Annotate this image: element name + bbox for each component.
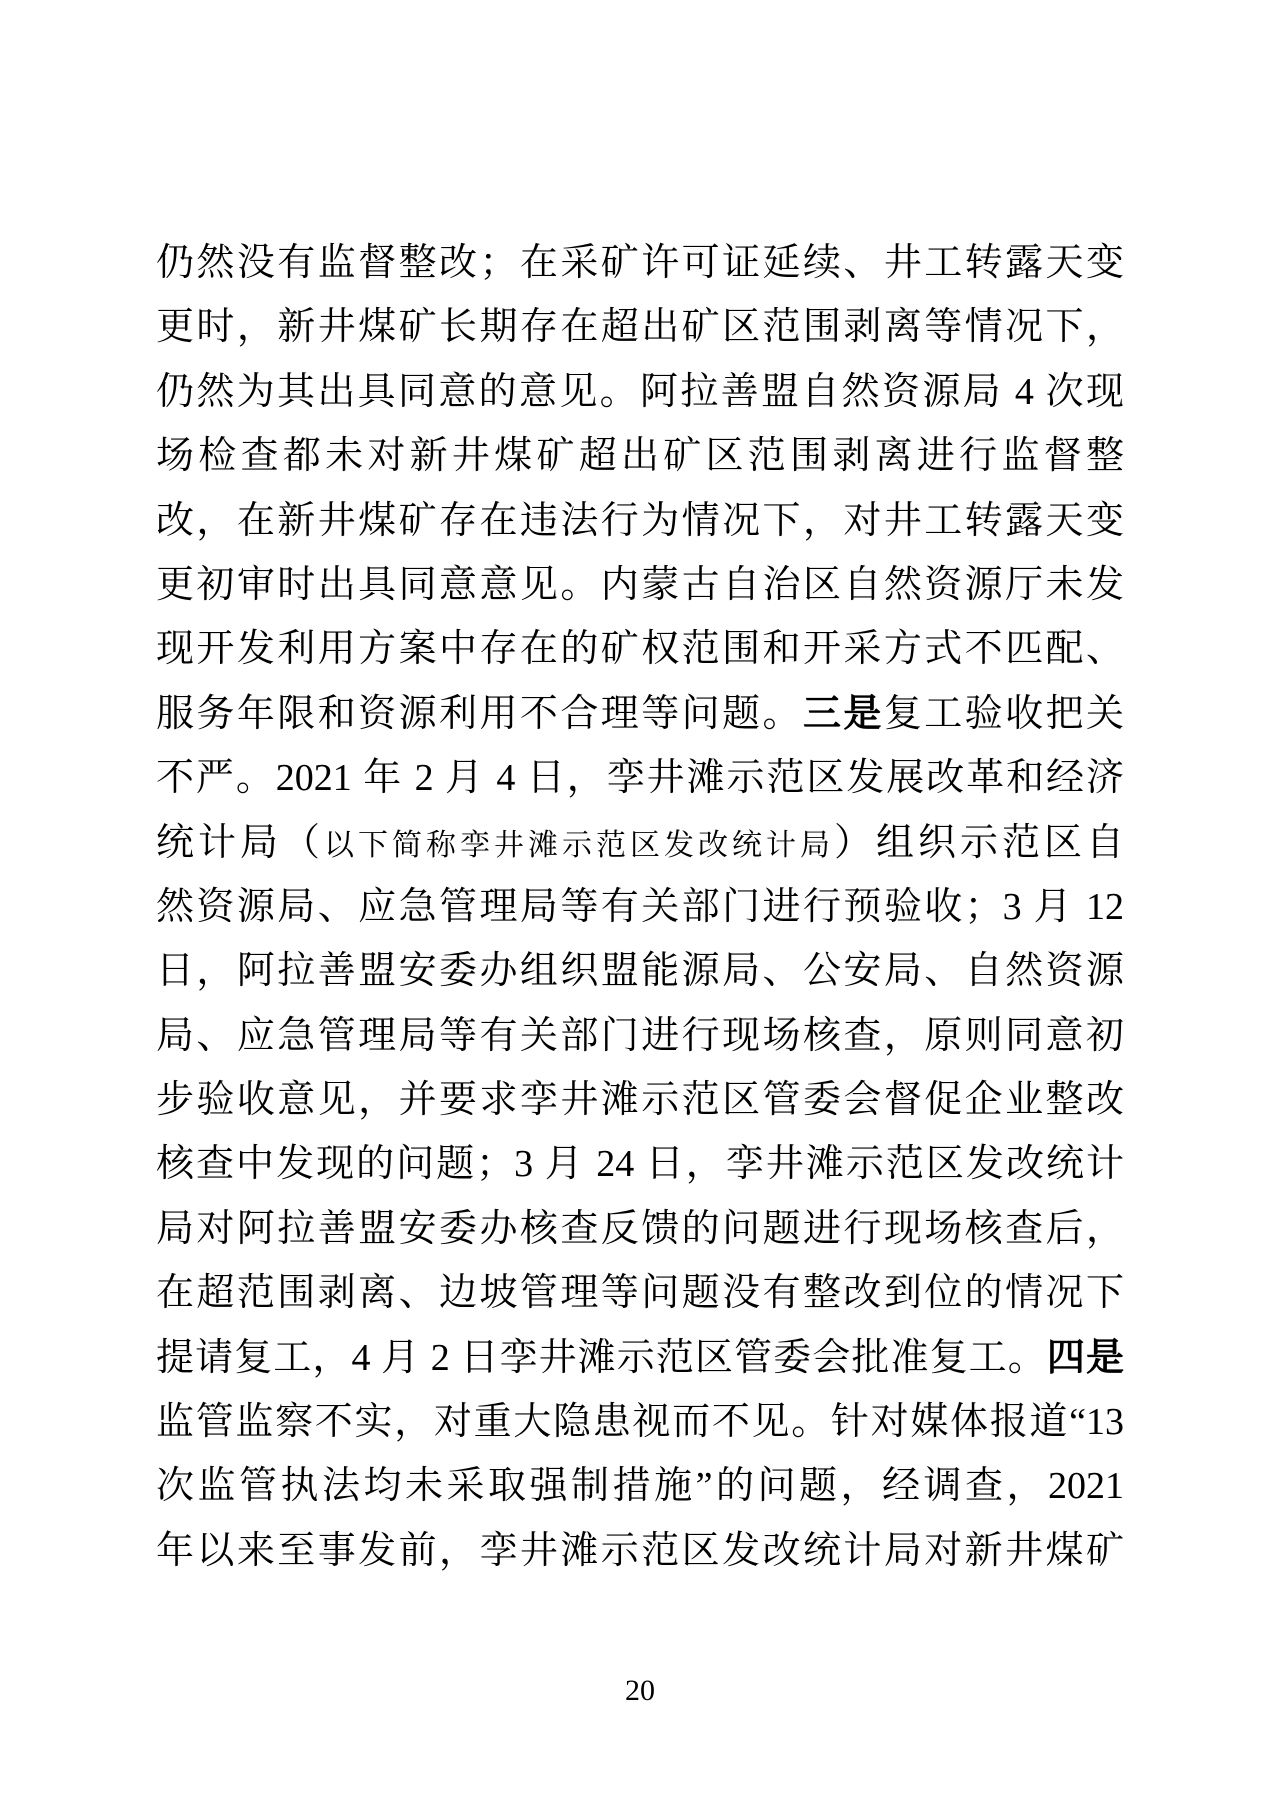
text-line (156, 1390, 1124, 1454)
emphasis-text: 三是 (802, 692, 884, 735)
body-text: 更时，新井煤矿长期存在超出矿区范围剥离等情况下， (156, 306, 1124, 349)
text-line (156, 231, 1124, 295)
text-line (156, 553, 1124, 617)
page-number: 20 (625, 1674, 655, 1707)
body-text: 日，阿拉善盟安委办组织盟能源局、公安局、自然资源 (156, 950, 1124, 993)
body-text: 核查中发现的问题；3 月 24 日，孪井滩示范区发改统计 (156, 1143, 1124, 1186)
body-text: 更初审时出具同意意见。内蒙古自治区自然资源厅未发 (156, 563, 1124, 606)
text-line (156, 1261, 1124, 1325)
body-text: 统计局（ (156, 821, 324, 864)
text-line (156, 617, 1124, 681)
body-text: 仍然为其出具同意的意见。阿拉善盟自然资源局 4 次现 (156, 370, 1124, 413)
text-line (156, 939, 1124, 1003)
text-line (156, 1068, 1124, 1132)
text-line (156, 1519, 1124, 1583)
body-text: 复工验收把关 (883, 692, 1124, 735)
text-line (156, 1326, 1124, 1390)
body-text: 以下简称孪井滩示范区发改统计局 (324, 828, 834, 862)
text-line (156, 1132, 1124, 1196)
text-line (156, 875, 1124, 939)
body-text: 服务年限和资源利用不合理等问题。 (156, 692, 803, 735)
text-line (156, 1454, 1124, 1518)
body-text: ）组织示范区自 (833, 821, 1124, 864)
text-line (156, 682, 1124, 746)
body-text: 然资源局、应急管理局等有关部门进行预验收；3 月 12 (156, 885, 1124, 928)
body-text: 现开发利用方案中存在的矿权范围和开采方式不匹配、 (156, 628, 1124, 671)
text-line (156, 424, 1124, 488)
body-text: 改，在新井煤矿存在违法行为情况下，对井工转露天变 (156, 499, 1124, 542)
body-text: 步验收意见，并要求孪井滩示范区管委会督促企业整改 (156, 1079, 1124, 1122)
text-line (156, 746, 1124, 810)
emphasis-text: 四是 (1046, 1336, 1124, 1379)
text-line (156, 811, 1124, 875)
text-line (156, 360, 1124, 424)
body-text: 仍然没有监督整改；在采矿许可证延续、井工转露天变 (156, 242, 1124, 284)
body-text: 不严。2021 年 2 月 4 日，孪井滩示范区发展改革和经济 (156, 757, 1124, 800)
body-text: 提请复工，4 月 2 日孪井滩示范区管委会批准复工。 (156, 1336, 1047, 1379)
body-text: 次监管执法均未采取强制措施”的问题，经调查，2021 (156, 1465, 1124, 1508)
body-text: 监管监察不实，对重大隐患视而不见。针对媒体报道“13 (156, 1401, 1124, 1444)
text-line (156, 295, 1124, 359)
text-block (156, 231, 1124, 1583)
text-line (156, 1197, 1124, 1261)
body-text: 在超范围剥离、边坡管理等问题没有整改到位的情况下 (156, 1272, 1124, 1315)
text-line (156, 489, 1124, 553)
body-text: 场检查都未对新井煤矿超出矿区范围剥离进行监督整 (156, 435, 1124, 478)
text-line (156, 1004, 1124, 1068)
body-text: 局、应急管理局等有关部门进行现场核查，原则同意初 (156, 1014, 1124, 1057)
body-text: 年以来至事发前，孪井滩示范区发改统计局对新井煤矿 (156, 1529, 1124, 1572)
body-text: 局对阿拉善盟安委办核查反馈的问题进行现场核查后， (156, 1207, 1124, 1250)
